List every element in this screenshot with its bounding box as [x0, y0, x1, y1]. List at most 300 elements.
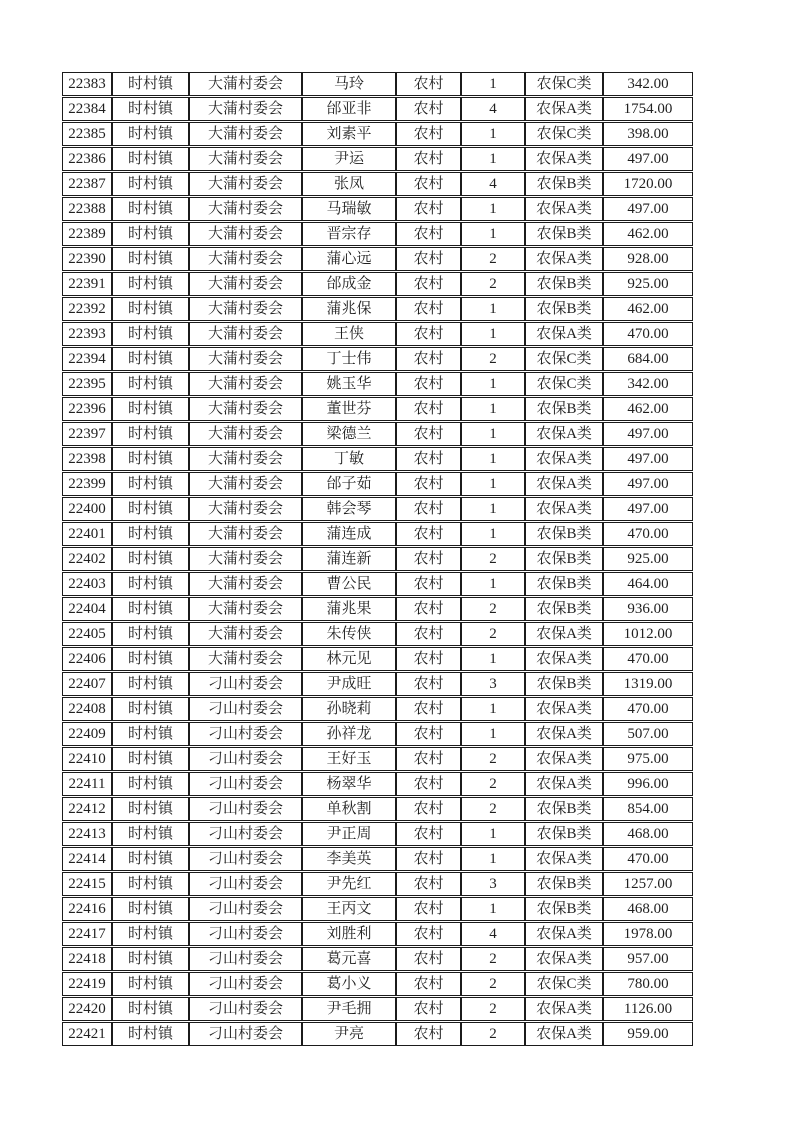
cell-insurance_category: 农保B类 — [525, 672, 603, 696]
cell-id: 22416 — [62, 897, 112, 921]
cell-amount: 925.00 — [603, 272, 693, 296]
cell-amount: 854.00 — [603, 797, 693, 821]
cell-residence_type: 农村 — [396, 147, 461, 171]
cell-insurance_category: 农保A类 — [525, 247, 603, 271]
cell-insurance_category: 农保C类 — [525, 972, 603, 996]
table-row — [62, 697, 693, 721]
cell-person_count: 2 — [461, 272, 525, 296]
cell-residence_type: 农村 — [396, 322, 461, 346]
cell-town: 时村镇 — [112, 822, 189, 846]
cell-village_committee: 大蒲村委会 — [189, 647, 302, 671]
cell-person_count: 1 — [461, 472, 525, 496]
cell-amount: 507.00 — [603, 722, 693, 746]
cell-town: 时村镇 — [112, 597, 189, 621]
cell-id: 22389 — [62, 222, 112, 246]
cell-person_count: 4 — [461, 97, 525, 121]
cell-town: 时村镇 — [112, 247, 189, 271]
cell-town: 时村镇 — [112, 97, 189, 121]
cell-village_committee: 大蒲村委会 — [189, 72, 302, 96]
cell-insurance_category: 农保C类 — [525, 372, 603, 396]
cell-residence_type: 农村 — [396, 697, 461, 721]
cell-person_count: 2 — [461, 622, 525, 646]
table-row — [62, 772, 693, 796]
cell-insurance_category: 农保A类 — [525, 947, 603, 971]
cell-name: 葛元喜 — [302, 947, 396, 971]
cell-amount: 996.00 — [603, 772, 693, 796]
cell-residence_type: 农村 — [396, 647, 461, 671]
cell-amount: 497.00 — [603, 422, 693, 446]
cell-amount: 1257.00 — [603, 872, 693, 896]
cell-town: 时村镇 — [112, 747, 189, 771]
cell-village_committee: 大蒲村委会 — [189, 472, 302, 496]
cell-person_count: 1 — [461, 572, 525, 596]
cell-residence_type: 农村 — [396, 747, 461, 771]
cell-person_count: 1 — [461, 422, 525, 446]
cell-person_count: 1 — [461, 497, 525, 521]
cell-name: 朱传侠 — [302, 622, 396, 646]
cell-residence_type: 农村 — [396, 672, 461, 696]
cell-person_count: 2 — [461, 1022, 525, 1046]
cell-id: 22401 — [62, 522, 112, 546]
cell-id: 22395 — [62, 372, 112, 396]
cell-person_count: 2 — [461, 997, 525, 1021]
cell-insurance_category: 农保B类 — [525, 547, 603, 571]
cell-person_count: 1 — [461, 222, 525, 246]
cell-id: 22419 — [62, 972, 112, 996]
table-body — [62, 72, 693, 1046]
cell-town: 时村镇 — [112, 397, 189, 421]
cell-insurance_category: 农保B类 — [525, 222, 603, 246]
cell-insurance_category: 农保A类 — [525, 847, 603, 871]
cell-person_count: 1 — [461, 697, 525, 721]
cell-insurance_category: 农保A类 — [525, 422, 603, 446]
cell-residence_type: 农村 — [396, 422, 461, 446]
cell-person_count: 1 — [461, 72, 525, 96]
table-row — [62, 1022, 693, 1046]
cell-id: 22407 — [62, 672, 112, 696]
cell-person_count: 2 — [461, 972, 525, 996]
cell-amount: 497.00 — [603, 197, 693, 221]
cell-insurance_category: 农保A类 — [525, 997, 603, 1021]
cell-village_committee: 刁山村委会 — [189, 922, 302, 946]
cell-town: 时村镇 — [112, 522, 189, 546]
cell-id: 22420 — [62, 997, 112, 1021]
cell-residence_type: 农村 — [396, 597, 461, 621]
cell-town: 时村镇 — [112, 872, 189, 896]
table-row — [62, 347, 693, 371]
cell-village_committee: 大蒲村委会 — [189, 447, 302, 471]
cell-residence_type: 农村 — [396, 547, 461, 571]
cell-village_committee: 刁山村委会 — [189, 722, 302, 746]
cell-id: 22410 — [62, 747, 112, 771]
cell-name: 尹运 — [302, 147, 396, 171]
cell-town: 时村镇 — [112, 197, 189, 221]
table-row — [62, 947, 693, 971]
cell-town: 时村镇 — [112, 447, 189, 471]
cell-amount: 342.00 — [603, 372, 693, 396]
cell-residence_type: 农村 — [396, 572, 461, 596]
cell-town: 时村镇 — [112, 1022, 189, 1046]
cell-id: 22390 — [62, 247, 112, 271]
cell-name: 尹正周 — [302, 822, 396, 846]
cell-name: 曹公民 — [302, 572, 396, 596]
cell-id: 22397 — [62, 422, 112, 446]
cell-name: 邰亚非 — [302, 97, 396, 121]
cell-person_count: 2 — [461, 347, 525, 371]
cell-amount: 468.00 — [603, 822, 693, 846]
cell-residence_type: 农村 — [396, 272, 461, 296]
cell-village_committee: 大蒲村委会 — [189, 372, 302, 396]
cell-name: 尹毛拥 — [302, 997, 396, 1021]
cell-amount: 780.00 — [603, 972, 693, 996]
table-row — [62, 572, 693, 596]
cell-name: 杨翠华 — [302, 772, 396, 796]
table-row — [62, 372, 693, 396]
cell-person_count: 2 — [461, 247, 525, 271]
table-row — [62, 297, 693, 321]
table-row — [62, 272, 693, 296]
cell-id: 22387 — [62, 172, 112, 196]
cell-town: 时村镇 — [112, 147, 189, 171]
cell-town: 时村镇 — [112, 347, 189, 371]
table-row — [62, 547, 693, 571]
cell-amount: 684.00 — [603, 347, 693, 371]
cell-insurance_category: 农保B类 — [525, 872, 603, 896]
cell-town: 时村镇 — [112, 222, 189, 246]
cell-village_committee: 大蒲村委会 — [189, 522, 302, 546]
cell-village_committee: 大蒲村委会 — [189, 347, 302, 371]
cell-village_committee: 刁山村委会 — [189, 947, 302, 971]
cell-insurance_category: 农保B类 — [525, 522, 603, 546]
cell-amount: 497.00 — [603, 147, 693, 171]
cell-amount: 1978.00 — [603, 922, 693, 946]
cell-residence_type: 农村 — [396, 947, 461, 971]
cell-town: 时村镇 — [112, 797, 189, 821]
cell-person_count: 1 — [461, 297, 525, 321]
cell-name: 晋宗存 — [302, 222, 396, 246]
cell-residence_type: 农村 — [396, 872, 461, 896]
cell-amount: 470.00 — [603, 522, 693, 546]
cell-id: 22398 — [62, 447, 112, 471]
cell-amount: 462.00 — [603, 297, 693, 321]
table-row — [62, 472, 693, 496]
cell-village_committee: 刁山村委会 — [189, 897, 302, 921]
cell-insurance_category: 农保B类 — [525, 597, 603, 621]
cell-residence_type: 农村 — [396, 897, 461, 921]
cell-residence_type: 农村 — [396, 1022, 461, 1046]
cell-insurance_category: 农保A类 — [525, 772, 603, 796]
cell-id: 22388 — [62, 197, 112, 221]
cell-amount: 959.00 — [603, 1022, 693, 1046]
cell-person_count: 1 — [461, 147, 525, 171]
table-row — [62, 622, 693, 646]
cell-amount: 497.00 — [603, 497, 693, 521]
cell-insurance_category: 农保A类 — [525, 497, 603, 521]
table-row — [62, 397, 693, 421]
cell-amount: 468.00 — [603, 897, 693, 921]
cell-amount: 398.00 — [603, 122, 693, 146]
cell-name: 蒲连成 — [302, 522, 396, 546]
cell-name: 王侠 — [302, 322, 396, 346]
cell-insurance_category: 农保B类 — [525, 297, 603, 321]
cell-village_committee: 刁山村委会 — [189, 822, 302, 846]
cell-person_count: 1 — [461, 322, 525, 346]
cell-name: 李美英 — [302, 847, 396, 871]
cell-insurance_category: 农保A类 — [525, 322, 603, 346]
cell-town: 时村镇 — [112, 372, 189, 396]
table-row — [62, 922, 693, 946]
cell-name: 蒲兆果 — [302, 597, 396, 621]
cell-town: 时村镇 — [112, 947, 189, 971]
cell-residence_type: 农村 — [396, 197, 461, 221]
table-row — [62, 822, 693, 846]
cell-id: 22415 — [62, 872, 112, 896]
cell-village_committee: 刁山村委会 — [189, 772, 302, 796]
cell-insurance_category: 农保A类 — [525, 197, 603, 221]
cell-village_committee: 大蒲村委会 — [189, 122, 302, 146]
cell-residence_type: 农村 — [396, 497, 461, 521]
cell-residence_type: 农村 — [396, 772, 461, 796]
cell-person_count: 1 — [461, 647, 525, 671]
cell-amount: 936.00 — [603, 597, 693, 621]
cell-name: 丁敏 — [302, 447, 396, 471]
cell-village_committee: 大蒲村委会 — [189, 397, 302, 421]
cell-insurance_category: 农保C类 — [525, 347, 603, 371]
cell-person_count: 2 — [461, 747, 525, 771]
cell-village_committee: 大蒲村委会 — [189, 272, 302, 296]
cell-id: 22384 — [62, 97, 112, 121]
table-row — [62, 197, 693, 221]
cell-residence_type: 农村 — [396, 397, 461, 421]
cell-id: 22417 — [62, 922, 112, 946]
cell-insurance_category: 农保B类 — [525, 397, 603, 421]
table-row — [62, 322, 693, 346]
cell-town: 时村镇 — [112, 972, 189, 996]
cell-residence_type: 农村 — [396, 972, 461, 996]
cell-name: 尹成旺 — [302, 672, 396, 696]
cell-name: 王丙文 — [302, 897, 396, 921]
cell-residence_type: 农村 — [396, 522, 461, 546]
cell-name: 马玲 — [302, 72, 396, 96]
cell-residence_type: 农村 — [396, 622, 461, 646]
cell-village_committee: 大蒲村委会 — [189, 197, 302, 221]
cell-id: 22383 — [62, 72, 112, 96]
cell-residence_type: 农村 — [396, 122, 461, 146]
cell-amount: 464.00 — [603, 572, 693, 596]
cell-residence_type: 农村 — [396, 822, 461, 846]
cell-village_committee: 大蒲村委会 — [189, 497, 302, 521]
cell-residence_type: 农村 — [396, 372, 461, 396]
cell-insurance_category: 农保A类 — [525, 747, 603, 771]
table-row — [62, 597, 693, 621]
cell-name: 邰子茹 — [302, 472, 396, 496]
cell-id: 22412 — [62, 797, 112, 821]
cell-id: 22418 — [62, 947, 112, 971]
cell-insurance_category: 农保B类 — [525, 572, 603, 596]
cell-residence_type: 农村 — [396, 847, 461, 871]
cell-name: 邰成金 — [302, 272, 396, 296]
cell-person_count: 2 — [461, 797, 525, 821]
table-row — [62, 97, 693, 121]
cell-amount: 462.00 — [603, 397, 693, 421]
cell-id: 22404 — [62, 597, 112, 621]
cell-name: 蒲兆保 — [302, 297, 396, 321]
cell-id: 22396 — [62, 397, 112, 421]
cell-name: 孙祥龙 — [302, 722, 396, 746]
cell-town: 时村镇 — [112, 847, 189, 871]
cell-residence_type: 农村 — [396, 222, 461, 246]
cell-town: 时村镇 — [112, 672, 189, 696]
cell-person_count: 4 — [461, 922, 525, 946]
cell-name: 尹亮 — [302, 1022, 396, 1046]
cell-name: 葛小义 — [302, 972, 396, 996]
cell-village_committee: 刁山村委会 — [189, 697, 302, 721]
table-row — [62, 722, 693, 746]
cell-village_committee: 刁山村委会 — [189, 1022, 302, 1046]
cell-amount: 342.00 — [603, 72, 693, 96]
table-row — [62, 747, 693, 771]
cell-insurance_category: 农保B类 — [525, 822, 603, 846]
cell-village_committee: 刁山村委会 — [189, 872, 302, 896]
cell-amount: 1126.00 — [603, 997, 693, 1021]
cell-id: 22411 — [62, 772, 112, 796]
table-row — [62, 247, 693, 271]
cell-village_committee: 刁山村委会 — [189, 997, 302, 1021]
cell-amount: 462.00 — [603, 222, 693, 246]
cell-residence_type: 农村 — [396, 97, 461, 121]
cell-village_committee: 大蒲村委会 — [189, 322, 302, 346]
cell-residence_type: 农村 — [396, 447, 461, 471]
cell-village_committee: 大蒲村委会 — [189, 222, 302, 246]
cell-name: 丁士伟 — [302, 347, 396, 371]
cell-insurance_category: 农保A类 — [525, 147, 603, 171]
cell-village_committee: 刁山村委会 — [189, 847, 302, 871]
cell-insurance_category: 农保A类 — [525, 622, 603, 646]
cell-town: 时村镇 — [112, 172, 189, 196]
cell-person_count: 1 — [461, 897, 525, 921]
cell-amount: 470.00 — [603, 647, 693, 671]
cell-village_committee: 大蒲村委会 — [189, 97, 302, 121]
cell-id: 22414 — [62, 847, 112, 871]
cell-town: 时村镇 — [112, 922, 189, 946]
cell-town: 时村镇 — [112, 272, 189, 296]
cell-insurance_category: 农保A类 — [525, 697, 603, 721]
cell-town: 时村镇 — [112, 497, 189, 521]
cell-amount: 1012.00 — [603, 622, 693, 646]
cell-town: 时村镇 — [112, 322, 189, 346]
cell-name: 马瑞敏 — [302, 197, 396, 221]
cell-name: 姚玉华 — [302, 372, 396, 396]
cell-town: 时村镇 — [112, 72, 189, 96]
cell-residence_type: 农村 — [396, 297, 461, 321]
cell-insurance_category: 农保A类 — [525, 1022, 603, 1046]
cell-id: 22421 — [62, 1022, 112, 1046]
cell-person_count: 1 — [461, 847, 525, 871]
cell-town: 时村镇 — [112, 297, 189, 321]
cell-person_count: 2 — [461, 597, 525, 621]
cell-person_count: 1 — [461, 522, 525, 546]
cell-town: 时村镇 — [112, 697, 189, 721]
table-row — [62, 147, 693, 171]
cell-residence_type: 农村 — [396, 247, 461, 271]
cell-person_count: 1 — [461, 447, 525, 471]
cell-amount: 975.00 — [603, 747, 693, 771]
cell-village_committee: 大蒲村委会 — [189, 172, 302, 196]
cell-person_count: 2 — [461, 547, 525, 571]
cell-insurance_category: 农保A类 — [525, 647, 603, 671]
cell-id: 22402 — [62, 547, 112, 571]
table-row — [62, 522, 693, 546]
cell-village_committee: 大蒲村委会 — [189, 247, 302, 271]
cell-residence_type: 农村 — [396, 347, 461, 371]
cell-village_committee: 大蒲村委会 — [189, 297, 302, 321]
table-row — [62, 422, 693, 446]
cell-id: 22386 — [62, 147, 112, 171]
cell-residence_type: 农村 — [396, 72, 461, 96]
cell-person_count: 1 — [461, 397, 525, 421]
cell-id: 22399 — [62, 472, 112, 496]
cell-residence_type: 农村 — [396, 172, 461, 196]
table-row — [62, 797, 693, 821]
cell-id: 22385 — [62, 122, 112, 146]
cell-name: 刘素平 — [302, 122, 396, 146]
cell-insurance_category: 农保C类 — [525, 72, 603, 96]
cell-person_count: 2 — [461, 947, 525, 971]
cell-insurance_category: 农保B类 — [525, 897, 603, 921]
cell-insurance_category: 农保A类 — [525, 922, 603, 946]
cell-village_committee: 刁山村委会 — [189, 747, 302, 771]
cell-person_count: 1 — [461, 372, 525, 396]
cell-amount: 928.00 — [603, 247, 693, 271]
table-row — [62, 72, 693, 96]
cell-id: 22409 — [62, 722, 112, 746]
cell-name: 董世芬 — [302, 397, 396, 421]
table-row — [62, 122, 693, 146]
cell-name: 蒲连新 — [302, 547, 396, 571]
cell-town: 时村镇 — [112, 572, 189, 596]
cell-insurance_category: 农保A类 — [525, 97, 603, 121]
cell-person_count: 3 — [461, 872, 525, 896]
cell-person_count: 1 — [461, 197, 525, 221]
cell-town: 时村镇 — [112, 997, 189, 1021]
cell-amount: 470.00 — [603, 322, 693, 346]
cell-insurance_category: 农保C类 — [525, 122, 603, 146]
cell-amount: 1754.00 — [603, 97, 693, 121]
cell-residence_type: 农村 — [396, 722, 461, 746]
table-row — [62, 847, 693, 871]
cell-insurance_category: 农保B类 — [525, 797, 603, 821]
cell-id: 22403 — [62, 572, 112, 596]
cell-amount: 925.00 — [603, 547, 693, 571]
cell-amount: 497.00 — [603, 447, 693, 471]
table-row — [62, 222, 693, 246]
cell-village_committee: 大蒲村委会 — [189, 147, 302, 171]
cell-id: 22413 — [62, 822, 112, 846]
cell-amount: 1720.00 — [603, 172, 693, 196]
cell-person_count: 1 — [461, 722, 525, 746]
cell-residence_type: 农村 — [396, 797, 461, 821]
cell-name: 尹先红 — [302, 872, 396, 896]
cell-insurance_category: 农保A类 — [525, 722, 603, 746]
cell-town: 时村镇 — [112, 647, 189, 671]
cell-insurance_category: 农保A类 — [525, 472, 603, 496]
cell-village_committee: 刁山村委会 — [189, 672, 302, 696]
cell-id: 22400 — [62, 497, 112, 521]
cell-town: 时村镇 — [112, 547, 189, 571]
pension-roster-table — [62, 71, 693, 1047]
table-row — [62, 997, 693, 1021]
cell-name: 孙晓莉 — [302, 697, 396, 721]
